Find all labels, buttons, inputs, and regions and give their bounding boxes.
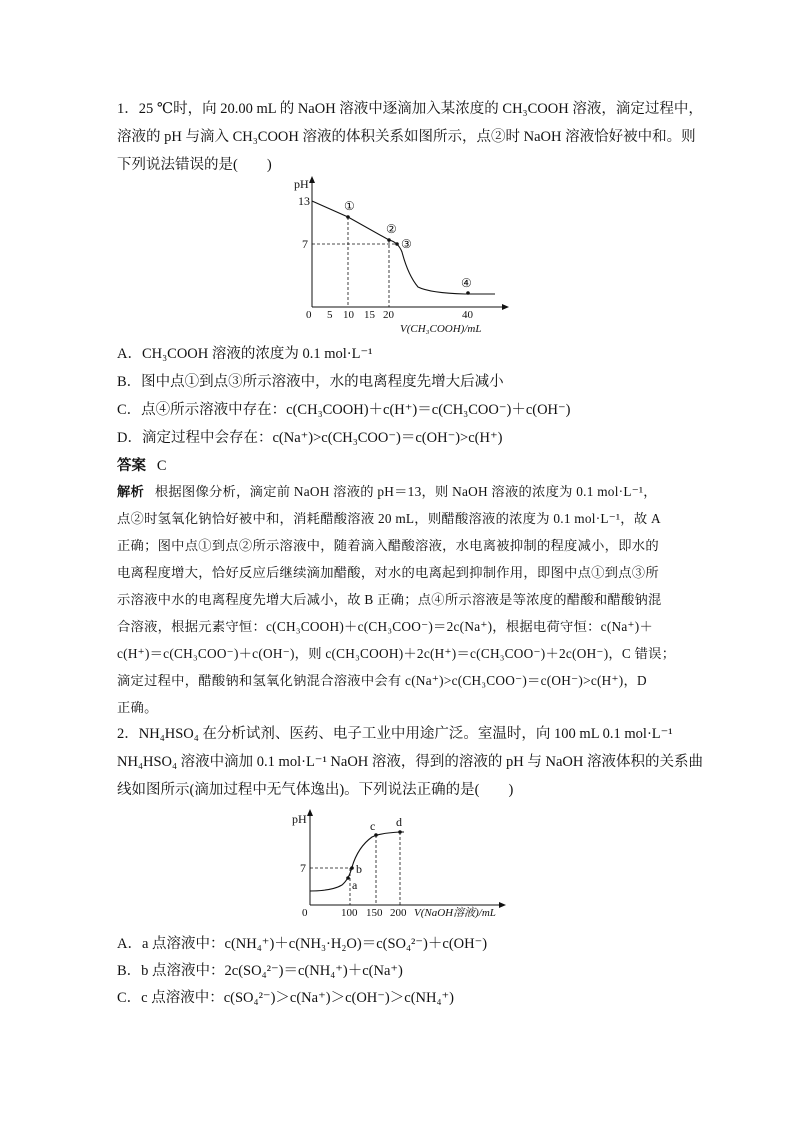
q1-analysis-line-6: 合溶液，根据元素守恒：c(CH₃COOH)＋c(CH₃COO⁻)＝2c(Na⁺)，根据电荷守恒：c(Na⁺)＋ (117, 619, 653, 634)
q1-stem-line-1: 1．25 ℃时，向 20.00 mL 的 NaOH 溶液中逐滴加入某浓度的 CH₃COOH 溶液，滴定过程中， (117, 101, 703, 117)
q2-point-c (374, 833, 378, 837)
q2-option-b: B．b 点溶液中：2c(SO₄²⁻)＝c(NH₄⁺)＋c(Na⁺) (117, 963, 403, 979)
q1-point-2 (387, 238, 391, 242)
q1-option-c: C．点④所示溶液中存在：c(CH₃COOH)＋c(H⁺)＝c(CH₃COO⁻)＋c(OH⁻) (117, 402, 571, 418)
q1-ytick-7: 7 (302, 237, 308, 251)
q2-stem-line-3: 线如图所示(滴加过程中无气体逸出)。下列说法正确的是( ) (117, 782, 514, 798)
q1-option-d: D．滴定过程中会存在：c(Na⁺)>c(CH₃COO⁻)＝c(OH⁻)>c(H⁺) (117, 430, 503, 446)
q1-xtick-20: 20 (383, 309, 394, 321)
q2-option-c: C．c 点溶液中：c(SO₄²⁻)＞c(Na⁺)＞c(OH⁻)＞c(NH₄⁺) (117, 990, 455, 1006)
q2-point-a (346, 876, 350, 880)
q1-answer-value: C (156, 458, 167, 474)
q2-point-label-b: b (356, 862, 362, 876)
q1-answer-label: 答案 (117, 458, 146, 474)
q1-analysis-line-7: c(H⁺)＝c(CH₃COO⁻)＋c(OH⁻)，则 c(CH₃COOH)＋2c(H⁺)＝c(CH₃COO⁻)＋2c(OH⁻)，C 错误； (117, 646, 676, 661)
q2-point-b (350, 866, 354, 870)
q2-stem-line-2: NH₄HSO₄ 溶液中滴加 0.1 mol·L⁻¹ NaOH 溶液，得到的溶液的 pH 与 NaOH 溶液体积的关系曲 (117, 754, 703, 770)
q1-point-3 (395, 242, 399, 246)
q1-analysis-label: 解析 (117, 484, 145, 499)
q2-xtick-150: 150 (366, 907, 383, 919)
q1-xtick-15: 15 (364, 309, 375, 321)
q1-xlabel: V(CH₃COOH)/mL (400, 323, 482, 335)
q2-ylabel: pH (292, 812, 307, 826)
q1-point-label-3: ③ (401, 237, 412, 251)
q1-xtick-40: 40 (462, 309, 473, 321)
q2-xtick-0: 0 (302, 907, 308, 919)
q2-xtick-200: 200 (390, 907, 407, 919)
q2-xlabel: V(NaOH溶液)/mL (414, 907, 496, 919)
q1-option-a: A．CH₃COOH 溶液的浓度为 0.1 mol·L⁻¹ (117, 346, 373, 362)
q1-answer (117, 454, 794, 475)
q1-point-1 (346, 215, 350, 219)
q2-xtick-100: 100 (341, 907, 358, 919)
q1-analysis-line-5: 示溶液中水的电离程度先增大后减小，故 B 正确；点④所示溶液是等浓度的醋酸和醋酸钠混 (117, 592, 662, 607)
q1-analysis-line-3: 正确；图中点①到点②所示溶液中，随着滴入醋酸溶液，水电离被抑制的程度减小，即水的 (117, 538, 659, 553)
q1-ylabel: pH (294, 177, 309, 191)
q1-x-arrow (502, 304, 509, 310)
q2-stem-line-1: 2．NH₄HSO₄ 在分析试剂、医药、电子工业中用途广泛。室温时，向 100 mL 0.1 mol·L⁻¹ (117, 726, 673, 742)
q2-point-label-c: c (370, 819, 376, 833)
q2-y-arrow (307, 809, 313, 816)
q1-y-arrow (309, 176, 315, 183)
q1-point-label-2: ② (386, 222, 397, 236)
q1-point-label-1: ① (344, 199, 355, 213)
q1-stem-line-2: 溶液的 pH 与滴入 CH₃COOH 溶液的体积关系如图所示，点②时 NaOH 溶液恰好被中和。则 (117, 129, 696, 145)
q2-ytick-7: 7 (300, 861, 306, 875)
q1-xtick-10: 10 (343, 309, 354, 321)
q1-point-4 (466, 291, 470, 295)
q2-x-arrow (499, 902, 506, 908)
q1-analysis-line-8: 滴定过程中，醋酸钠和氢氧化钠混合溶液中会有 c(Na⁺)>c(CH₃COO⁻)＝c(OH⁻)>c(H⁺)，D (117, 673, 647, 688)
q1-xtick-5: 5 (327, 309, 333, 321)
q2-point-label-a: a (352, 878, 358, 892)
q1-point-label-4: ④ (461, 276, 472, 290)
q1-chart (280, 170, 520, 335)
q1-option-b: B．图中点①到点③所示溶液中，水的电离程度先增大后减小 (117, 374, 504, 390)
q1-analysis-text-1: 根据图像分析，滴定前 NaOH 溶液的 pH＝13，则 NaOH 溶液的浓度为 0.1 mol·L⁻¹， (154, 484, 657, 499)
q1-xtick-0: 0 (306, 309, 312, 321)
q2-point-label-d: d (396, 815, 402, 829)
q2-point-d (398, 830, 402, 834)
q2-option-a: A．a 点溶液中：c(NH₄⁺)＋c(NH₃·H₂O)＝c(SO₄²⁻)＋c(OH⁻) (117, 936, 488, 952)
q1-ytick-13: 13 (298, 194, 310, 208)
q2-chart (282, 805, 517, 923)
q1-analysis-line-2: 点②时氢氧化钠恰好被中和，消耗醋酸溶液 20 mL，则醋酸溶液的浓度为 0.1 mol·L⁻¹，故 A (117, 511, 661, 526)
q1-analysis-line-9: 正确。 (117, 700, 158, 715)
q1-analysis-line-1 (117, 481, 794, 500)
q1-stem-line-3: 下列说法错误的是( ) (117, 157, 272, 173)
q1-analysis-line-4: 电离程度增大，恰好反应后继续滴加醋酸，对水的电离起到抑制作用，即图中点①到点③所 (117, 565, 659, 580)
